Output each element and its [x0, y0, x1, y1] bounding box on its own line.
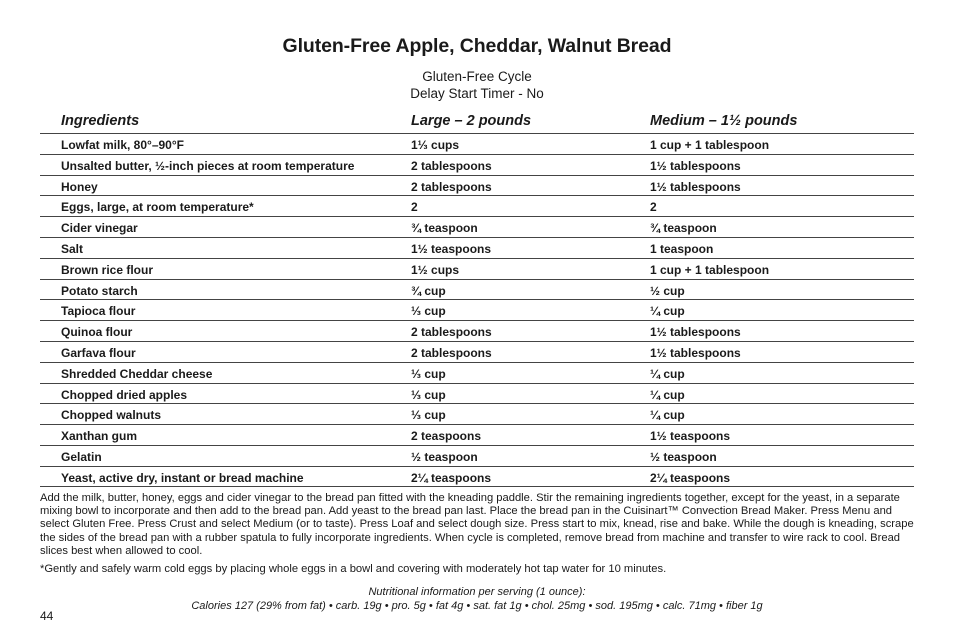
table-row — [40, 154, 914, 175]
ingredient-name: Quinoa flour — [61, 325, 133, 340]
header-ingredients: Ingredients — [61, 113, 140, 129]
table-row — [40, 466, 914, 487]
large-amount: 1½ teaspoons — [411, 241, 492, 256]
table-row — [40, 237, 914, 258]
delay-timer-label: Delay Start Timer - No — [410, 86, 544, 101]
large-amount: ⅓ cup — [411, 366, 446, 381]
large-amount: ⅓ cup — [411, 304, 446, 319]
large-amount: 2¼ teaspoons — [411, 470, 492, 485]
large-amount: ⅓ cup — [411, 408, 446, 423]
medium-amount: ¼ cup — [650, 304, 685, 319]
medium-amount: 1 teaspoon — [650, 241, 714, 256]
medium-amount: 1½ tablespoons — [650, 345, 741, 360]
table-row — [40, 195, 914, 216]
page-number: 44 — [40, 609, 54, 623]
footnote-text: *Gently and safely warm cold eggs by placing whole eggs in a bowl and covering with moderately hot tap water for 10 minutes. — [40, 563, 667, 575]
ingredient-name: Tapioca flour — [61, 304, 136, 319]
ingredient-name: Brown rice flour — [61, 262, 154, 277]
large-amount: 1⅓ cups — [411, 138, 460, 152]
ingredient-name: Cider vinegar — [61, 221, 138, 236]
ingredient-name: Chopped walnuts — [61, 408, 161, 423]
medium-amount: ¼ cup — [650, 366, 685, 381]
ingredients-table — [40, 111, 914, 487]
medium-amount: 1½ tablespoons — [650, 325, 741, 340]
medium-amount: 1 cup + 1 tablespoon — [650, 138, 770, 152]
ingredient-name: Gelatin — [61, 449, 102, 464]
ingredient-name: Lowfat milk, 80°–90°F — [61, 138, 184, 152]
table-row — [40, 279, 914, 300]
table-row — [40, 445, 914, 466]
table-header — [40, 111, 914, 133]
ingredient-name: Xanthan gum — [61, 429, 138, 444]
ingredient-name: Yeast, active dry, instant or bread machine — [61, 470, 304, 485]
medium-amount: ¼ cup — [650, 387, 685, 402]
medium-amount: ¾ teaspoon — [650, 221, 717, 236]
table-row — [40, 320, 914, 341]
medium-amount: 2 — [650, 200, 657, 215]
large-amount: 2 tablespoons — [411, 345, 492, 360]
table-row — [40, 258, 914, 279]
header-large: Large – 2 pounds — [411, 113, 532, 129]
table-row — [40, 424, 914, 445]
table-row — [40, 216, 914, 237]
large-amount: 2 — [411, 200, 418, 215]
ingredient-name: Honey — [61, 179, 98, 194]
medium-amount: ½ cup — [650, 283, 685, 298]
cycle-label: Gluten-Free Cycle — [422, 69, 532, 84]
header-medium: Medium – 1½ pounds — [650, 113, 798, 129]
large-amount: 1½ cups — [411, 262, 460, 277]
large-amount: 2 tablespoons — [411, 158, 492, 173]
medium-amount: 2¼ teaspoons — [650, 470, 731, 485]
ingredient-name: Eggs, large, at room temperature* — [61, 200, 254, 215]
instructions-text: Add the milk, butter, honey, eggs and cider vinegar to the bread pan fitted with the kneading paddle. Stir the remaining ingredients together, except for the yeast, in a separate mixing bowl to incorporate and then add to the bread pan. Add yeast to the bread pan last. Place the bread pan in the Cuisinart™ Convection Bread Maker. Press Menu and select Gluten Free. Press Crust and select Medium (or to taste). Press Loaf and select dough size. Press start to mix, knead, rise and bake. While the dough is kneading, scrape the sides of the bread pan with a rubber spatula to fully incorporate ingredients. When cycle is completed, remove bread from machine and transfer to wire rack to cool. Bread slices best when allowed to cool. — [40, 492, 914, 557]
large-amount: 2 teaspoons — [411, 429, 482, 444]
ingredient-name: Chopped dried apples — [61, 387, 188, 402]
medium-amount: 1 cup + 1 tablespoon — [650, 262, 770, 277]
ingredient-name: Shredded Cheddar cheese — [61, 366, 213, 381]
nutrition-facts: Calories 127 (29% from fat) • carb. 19g • pro. 5g • fat 4g • sat. fat 1g • chol. 25mg • sod. 195mg • calc. 71mg • fiber 1g — [191, 600, 763, 612]
table-row — [40, 175, 914, 196]
large-amount: 2 tablespoons — [411, 325, 492, 340]
medium-amount: 1½ teaspoons — [650, 429, 731, 444]
table-row — [40, 299, 914, 320]
table-body — [40, 133, 914, 487]
medium-amount: ½ teaspoon — [650, 449, 717, 464]
large-amount: ½ teaspoon — [411, 449, 478, 464]
table-row — [40, 362, 914, 383]
large-amount: ¾ teaspoon — [411, 221, 478, 236]
table-row — [40, 383, 914, 404]
table-row — [40, 403, 914, 424]
medium-amount: ¼ cup — [650, 408, 685, 423]
ingredient-name: Garfava flour — [61, 345, 136, 360]
medium-amount: 1½ tablespoons — [650, 158, 741, 173]
nutrition-title: Nutritional information per serving (1 ounce): — [368, 586, 586, 598]
table-row — [40, 341, 914, 362]
large-amount: 2 tablespoons — [411, 179, 492, 194]
ingredient-name: Potato starch — [61, 283, 138, 298]
medium-amount: 1½ tablespoons — [650, 179, 741, 194]
recipe-title: Gluten-Free Apple, Cheddar, Walnut Bread — [282, 35, 672, 57]
large-amount: ⅓ cup — [411, 387, 446, 402]
table-row — [40, 133, 914, 154]
large-amount: ¾ cup — [411, 283, 446, 298]
ingredient-name: Unsalted butter, ½-inch pieces at room temperature — [61, 158, 355, 173]
ingredient-name: Salt — [61, 241, 84, 256]
